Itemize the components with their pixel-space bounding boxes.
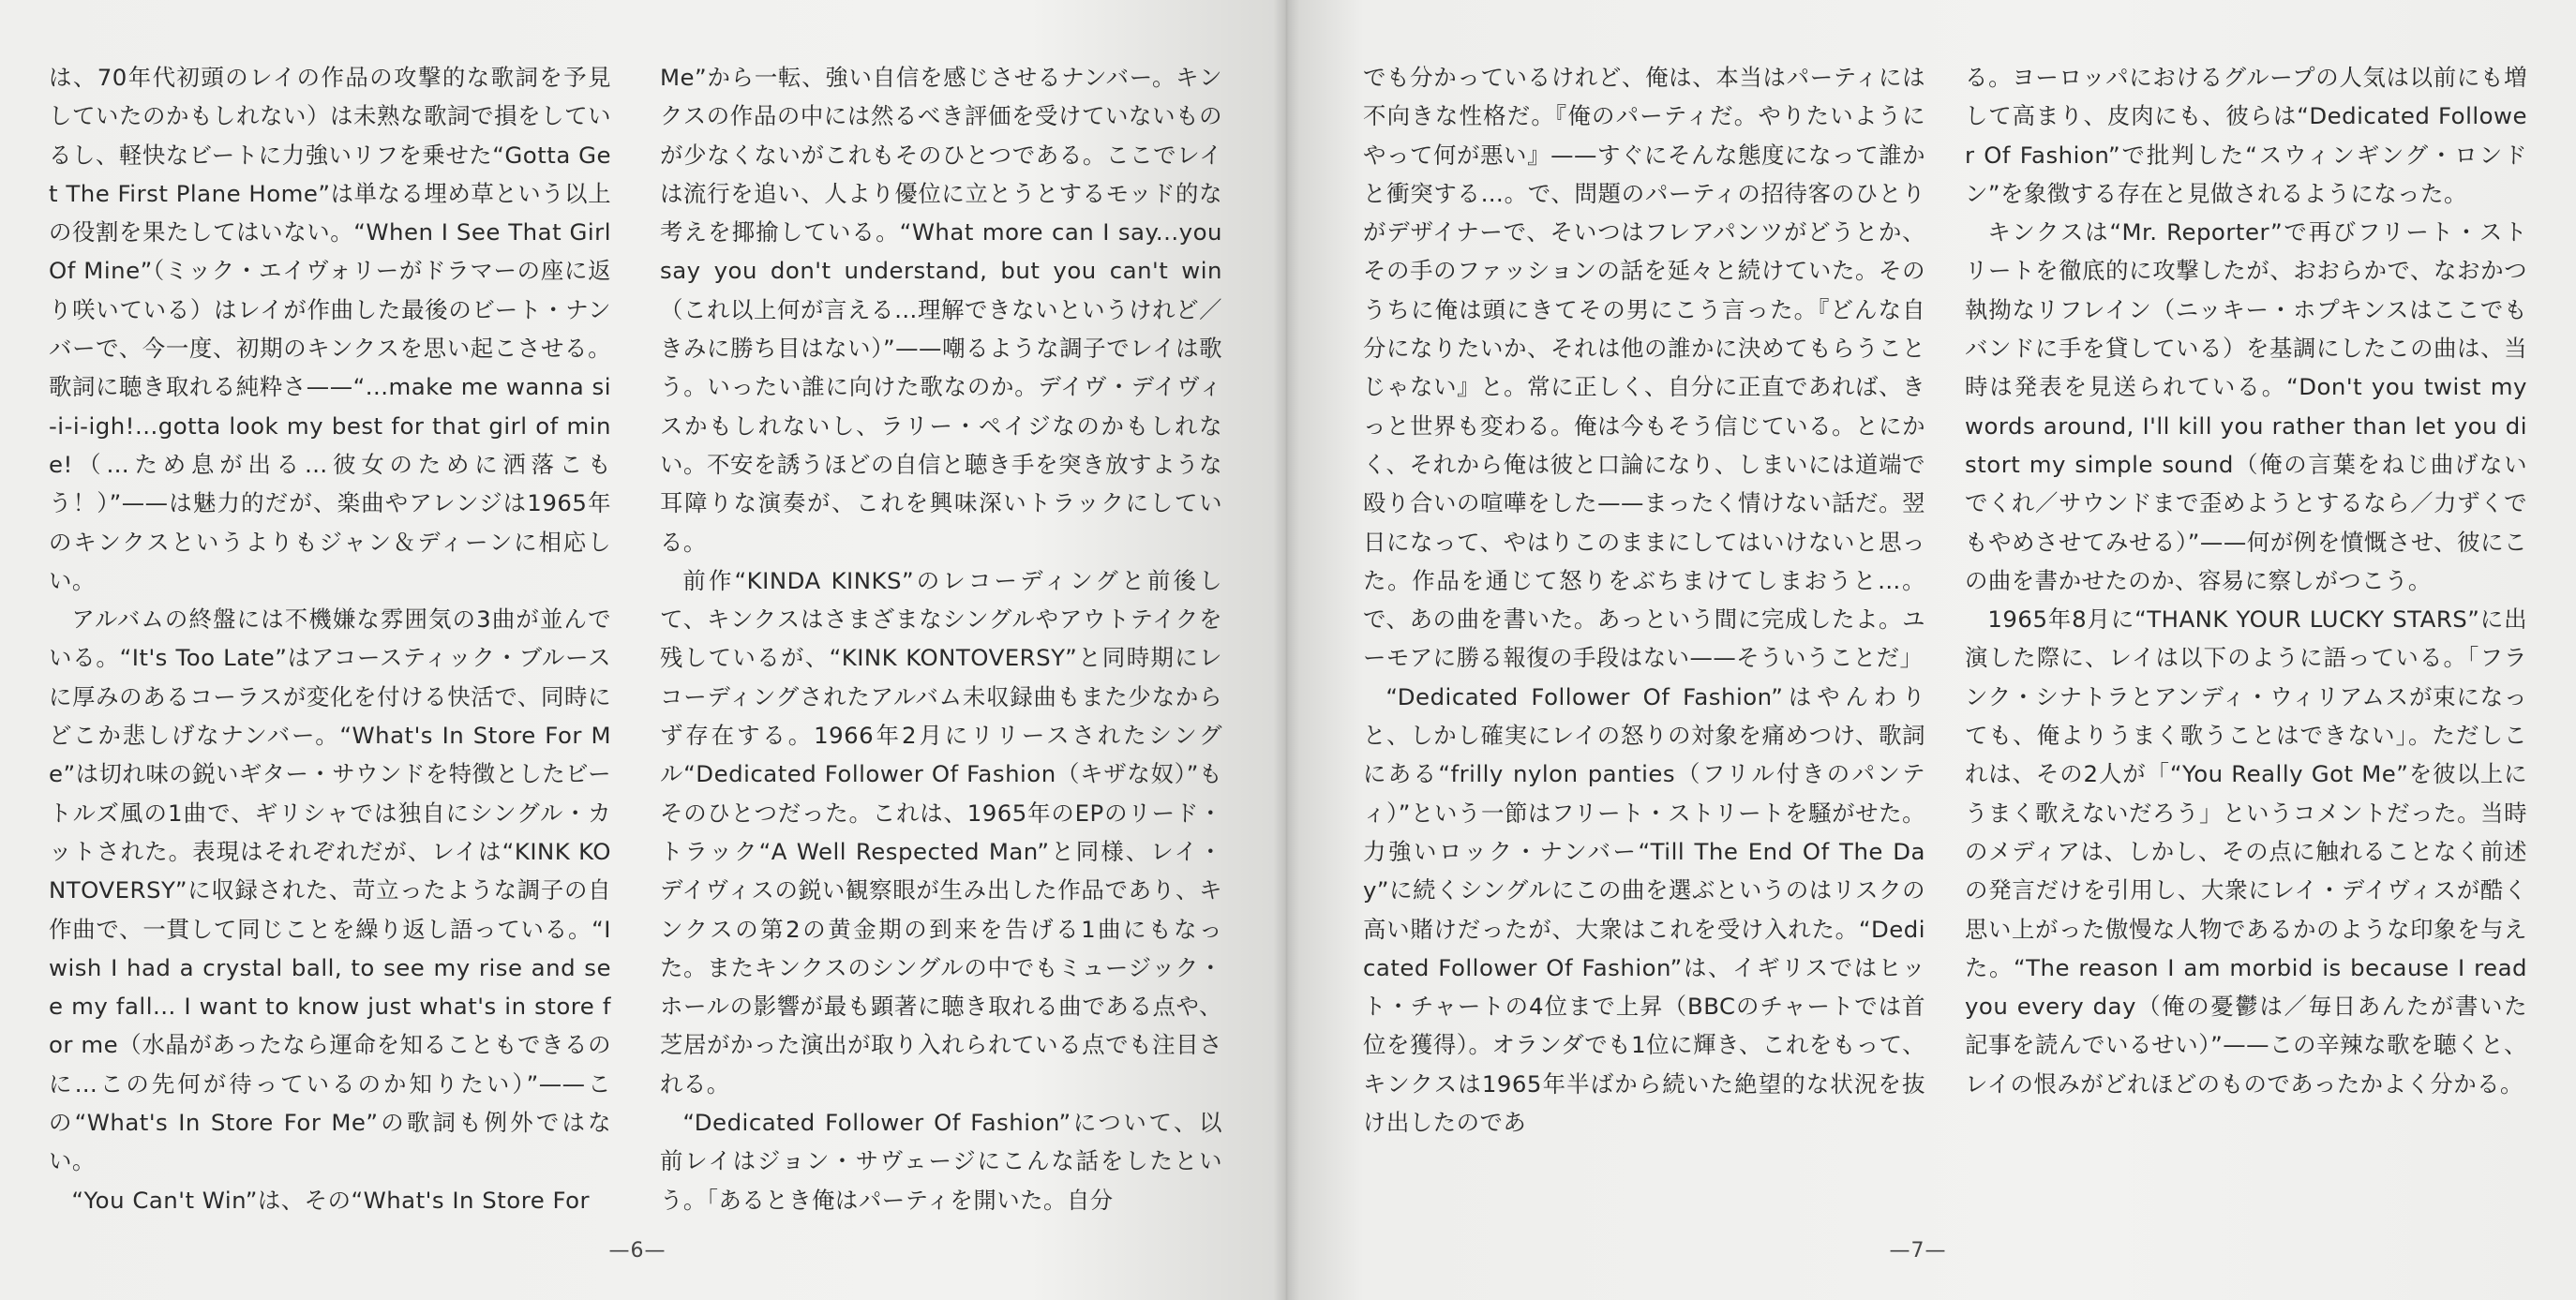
paragraph: でも分かっているけれど、俺は、本当はパーティには不向きな性格だ。『俺のパーティだ。やりたいようにやって何が悪い』——すぐにそんな態度になって誰かと衝突する…。で、問題のパーティの招待客のひとりがデザイナーで、そいつはフレアパンツがどうとか、その手のファッションの話を延々と続けていた。そのうちに俺は頭にきてその男にこう言った。『どんな自分になりたいか、それは他の誰かに決めてもらうことじゃない』と。常に正しく、自分に正直であれば、きっと世界も変わる。俺は今もそう信じている。とにかく、それから俺は彼と口論になり、しまいには道端で殴り合いの喧嘩をした——まったく情けない話だ。翌日になって、やはりこのままにしてはいけないと思った。作品を通じて怒りをぶちまけてしまおうと…。で、あの曲を書いた。あっという間に完成したよ。ユーモアに勝る報復の手段はない——そういうことだ」: [1363, 64, 1925, 672]
paragraph: は、70年代初頭のレイの作品の攻撃的な歌詞を予見していたのかもしれない）は未熟な歌詞で損をしているし、軽快なビートに力強いリフを乗せた“Gotta Get The First Plane Home”は単なる埋め草という以上の役割を果たしてはいない。“When I See That Girl Of Mine”（ミック・エイヴォリーがドラマーの座に返り咲いている）はレイが作曲した最後のビート・ナンバーで、今一度、初期のキンクスを思い起こさせる。歌詞に聴き取れる純粋さ——“...make me wanna si-i-i-igh!...gotta look my best for that girl of mine!（…ため息が出る…彼女のために洒落こもう！）”——は魅力的だが、楽曲やアレンジは1965年のキンクスというよりもジャン＆ディーンに相応しい。: [49, 64, 611, 594]
left-page: [0, 0, 1286, 1300]
paragraph: キンクスは“Mr. Reporter”で再びフリート・ストリートを徹底的に攻撃したが、おおらかで、なおかつ執拗なリフレイン（ニッキー・ホプキンスはここでもバンドに手を貸している）を基調にしたこの曲は、当時は発表を見送られている。“Don't you twist my words around, I'll kill you rather than let you distort my simple sound（俺の言葉をねじ曲げないでくれ／サウンドまで歪めようとするなら／力ずくでもやめさせてみせる）”——何が例を憤慨させ、彼にこの曲を書かせたのか、容易に察しがつこう。: [1965, 218, 2527, 594]
paragraph: アルバムの終盤には不機嫌な雰囲気の3曲が並んでいる。“It's Too Late”はアコースティック・ブルースに厚みのあるコーラスが変化を付ける快活で、同時にどこか悲しげなナンバー。“What's In Store For Me”は切れ味の鋭いギター・サウンドを特徴としたビートルズ風の1曲で、ギリシャでは独自にシングル・カットされた。表現はそれぞれだが、レイは“KINK KONTOVERSY”に収録された、苛立ったような調子の自作曲で、一貫して同じことを繰り返し語っている。“I wish I had a crystal ball, to see my rise and see my fall... I want to know just what's in store for me（水晶があったなら運命を知ることもできるのに…この先何が待っているのか知りたい）”——この“What's In Store For Me”の歌詞も例外ではない。: [49, 605, 611, 1175]
right-page: [1286, 0, 2576, 1300]
paragraph: 1965年8月に“THANK YOUR LUCKY STARS”に出演した際に、レイは以下のように語っている。「フランク・シナトラとアンディ・ウィリアムスが束になっても、俺よりうまく歌うことはできない」。ただしこれは、その2人が「“You Really Got Me”を彼以上にうまく歌えないだろう」というコメントだった。当時のメディアは、しかし、その点に触れることなく前述の発言だけを引用し、大衆にレイ・デイヴィスが酷く思い上がった傲慢な人物であるかのような印象を与えた。“The reason I am morbid is because I read you every day（俺の憂鬱は／毎日あんたが書いた記事を読んでいるせい）”——この辛辣な歌を聴くと、レイの恨みがどれほどのものであったかよく分かる。: [1965, 605, 2527, 1098]
page-number-left: —6—: [608, 1239, 666, 1263]
paragraph: “Dedicated Follower Of Fashion”はやんわりと、しかし確実にレイの怒りの対象を痛めつけ、歌詞にある“frilly nylon panties（フリル付きのパンティ）”という一節はフリート・ストリートを騒がせた。力強いロック・ナンバー“Till The End Of The Day”に続くシングルにこの曲を選ぶというのはリスクの高い賭けだったが、大衆はこれを受け入れた。“Dedicated Follower Of Fashion”は、イギリスではヒット・チャートの4位まで上昇（BBCのチャートでは首位を獲得）。オランダでも1位に輝き、これをもって、キンクスは1965年半ばから続いた絶望的な状況を抜け出したのであ: [1363, 682, 1925, 1137]
left-page-column-1: [49, 58, 611, 1225]
right-page-column-1: [1363, 58, 1925, 1225]
page-number-right: —7—: [1889, 1239, 1947, 1263]
left-page-column-2: [660, 58, 1222, 1225]
paragraph: “Dedicated Follower Of Fashion”について、以前レイはジョン・サヴェージにこんな話をしたという。「あるとき俺はパーティを開いた。自分: [660, 1109, 1222, 1214]
paragraph: Me”から一転、強い自信を感じさせるナンバー。キンクスの作品の中には然るべき評価を受けていないものが少なくないがこれもそのひとつである。ここでレイは流行を追い、人より優位に立とうとするモッド的な考えを揶揄している。“What more can I say...you say you don't understand, but you can't win（これ以上何が言える…理解できないというけれど／きみに勝ち目はない）”——嘲るような調子でレイは歌う。いったい誰に向けた歌なのか。デイヴ・デイヴィスかもしれないし、ラリー・ペイジなのかもしれない。不安を誘うほどの自信と聴き手を突き放すような耳障りな演奏が、これを興味深いトラックにしている。: [660, 64, 1222, 556]
book-gutter: [1273, 0, 1299, 1300]
paragraph: る。ヨーロッパにおけるグループの人気は以前にも増して高まり、皮肉にも、彼らは“Dedicated Follower Of Fashion”で批判した“スウィンギング・ロンドン”を象徴する存在と見做されるようになった。: [1965, 64, 2527, 207]
right-page-column-2: [1965, 58, 2527, 1225]
paragraph: “You Can't Win”は、その“What's In Store For: [71, 1186, 591, 1214]
paragraph: 前作“KINDA KINKS”のレコーディングと前後して、キンクスはさまざまなシングルやアウトテイクを残しているが、“KINK KONTOVERSY”と同時期にレコーディングされたアルバム未収録曲もまた少なからず存在する。1966年2月にリリースされたシングル“Dedicated Follower Of Fashion（キザな奴）”もそのひとつだった。これは、1965年のEPのリード・トラック“A Well Respected Man”と同様、レイ・デイヴィスの鋭い観察眼が生み出した作品であり、キンクスの第2の黄金期の到来を告げる1曲にもなった。またキンクスのシングルの中でもミュージック・ホールの影響が最も顕著に聴き取れる曲である点や、芝居がかった演出が取り入れられている点でも注目される。: [660, 566, 1222, 1098]
